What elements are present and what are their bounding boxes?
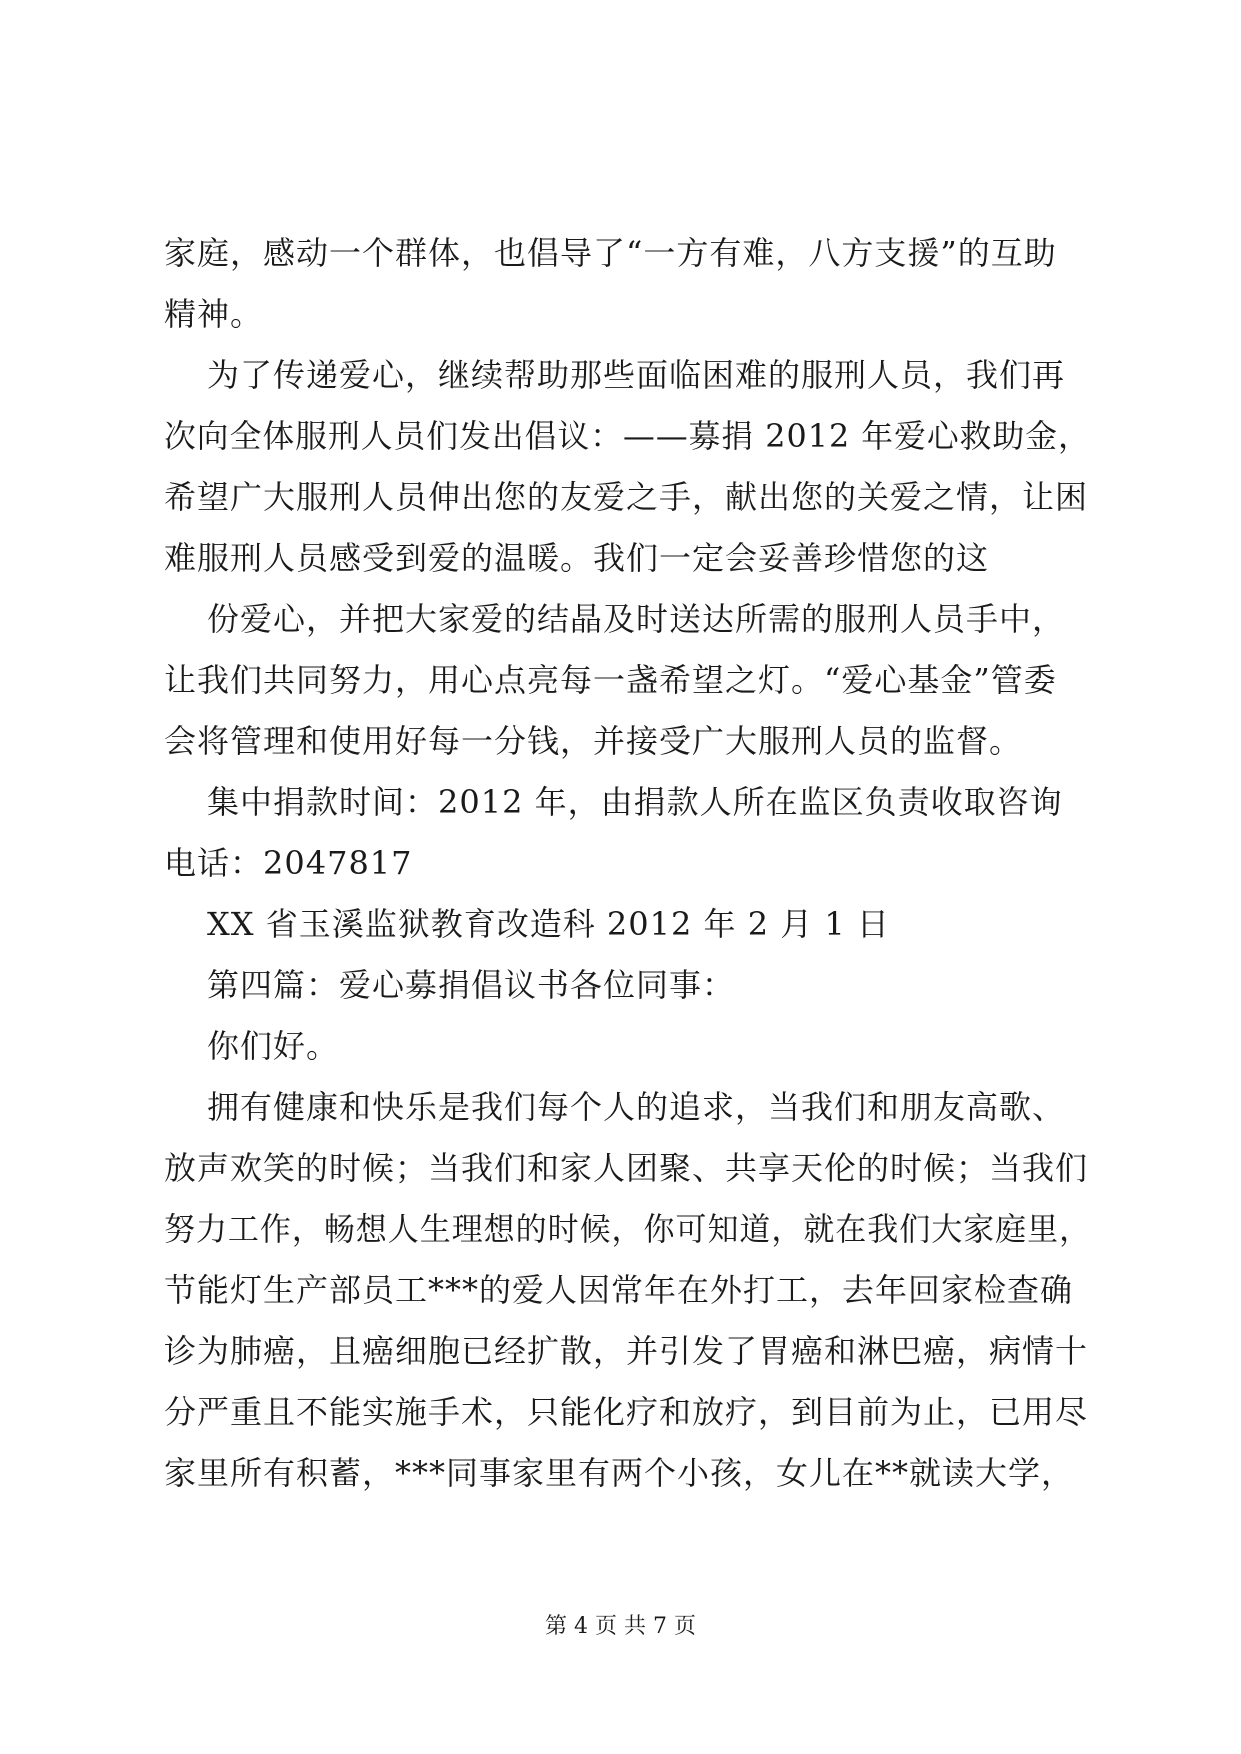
page-footer: 第 4 页 共 7 页 bbox=[545, 1614, 696, 1639]
text-line: 为了传递爱心，继续帮助那些面临困难的服刑人员，我们再 bbox=[207, 356, 1066, 394]
text-line: 家庭，感动一个群体，也倡导了“一方有难，八方支援”的互助 bbox=[164, 234, 1057, 272]
text-line: 诊为肺癌，且癌细胞已经扩散，并引发了胃癌和淋巴癌，病情十 bbox=[164, 1332, 1089, 1370]
text-line: 放声欢笑的时候；当我们和家人团聚、共享天伦的时候；当我们 bbox=[164, 1149, 1089, 1187]
text-line: 精神。 bbox=[164, 295, 264, 333]
text-line: 会将管理和使用好每一分钱，并接受广大服刑人员的监督。 bbox=[164, 722, 1023, 760]
text-line: XX 省玉溪监狱教育改造科 2012 年 2 月 1 日 bbox=[207, 905, 890, 943]
text-line: 拥有健康和快乐是我们每个人的追求，当我们和朋友高歌、 bbox=[207, 1088, 1066, 1126]
text-line: 分严重且不能实施手术，只能化疗和放疗，到目前为止，已用尽 bbox=[164, 1393, 1089, 1431]
text-line: 电话：2047817 bbox=[164, 844, 413, 882]
text-line: 第四篇：爱心募捐倡议书各位同事： bbox=[207, 966, 736, 1004]
text-line: 家里所有积蓄，***同事家里有两个小孩，女儿在**就读大学， bbox=[164, 1454, 1075, 1492]
text-line: 努力工作，畅想人生理想的时候，你可知道，就在我们大家庭里， bbox=[164, 1210, 1092, 1248]
text-line: 让我们共同努力，用心点亮每一盏希望之灯。“爱心基金”管委 bbox=[164, 661, 1057, 699]
text-line: 难服刑人员感受到爱的温暖。我们一定会妥善珍惜您的这 bbox=[164, 539, 990, 577]
text-line: 次向全体服刑人员们发出倡议：——募捐 2012 年爱心救助金， bbox=[164, 417, 1091, 455]
text-line: 集中捐款时间：2012 年，由捐款人所在监区负责收取咨询 bbox=[207, 783, 1063, 821]
text-line: 你们好。 bbox=[207, 1027, 340, 1065]
text-line: 希望广大服刑人员伸出您的友爱之手，献出您的关爱之情，让困 bbox=[164, 478, 1089, 516]
text-line: 节能灯生产部员工***的爱人因常年在外打工，去年回家检查确 bbox=[164, 1271, 1074, 1309]
text-line: 份爱心，并把大家爱的结晶及时送达所需的服刑人员手中， bbox=[207, 600, 1066, 638]
